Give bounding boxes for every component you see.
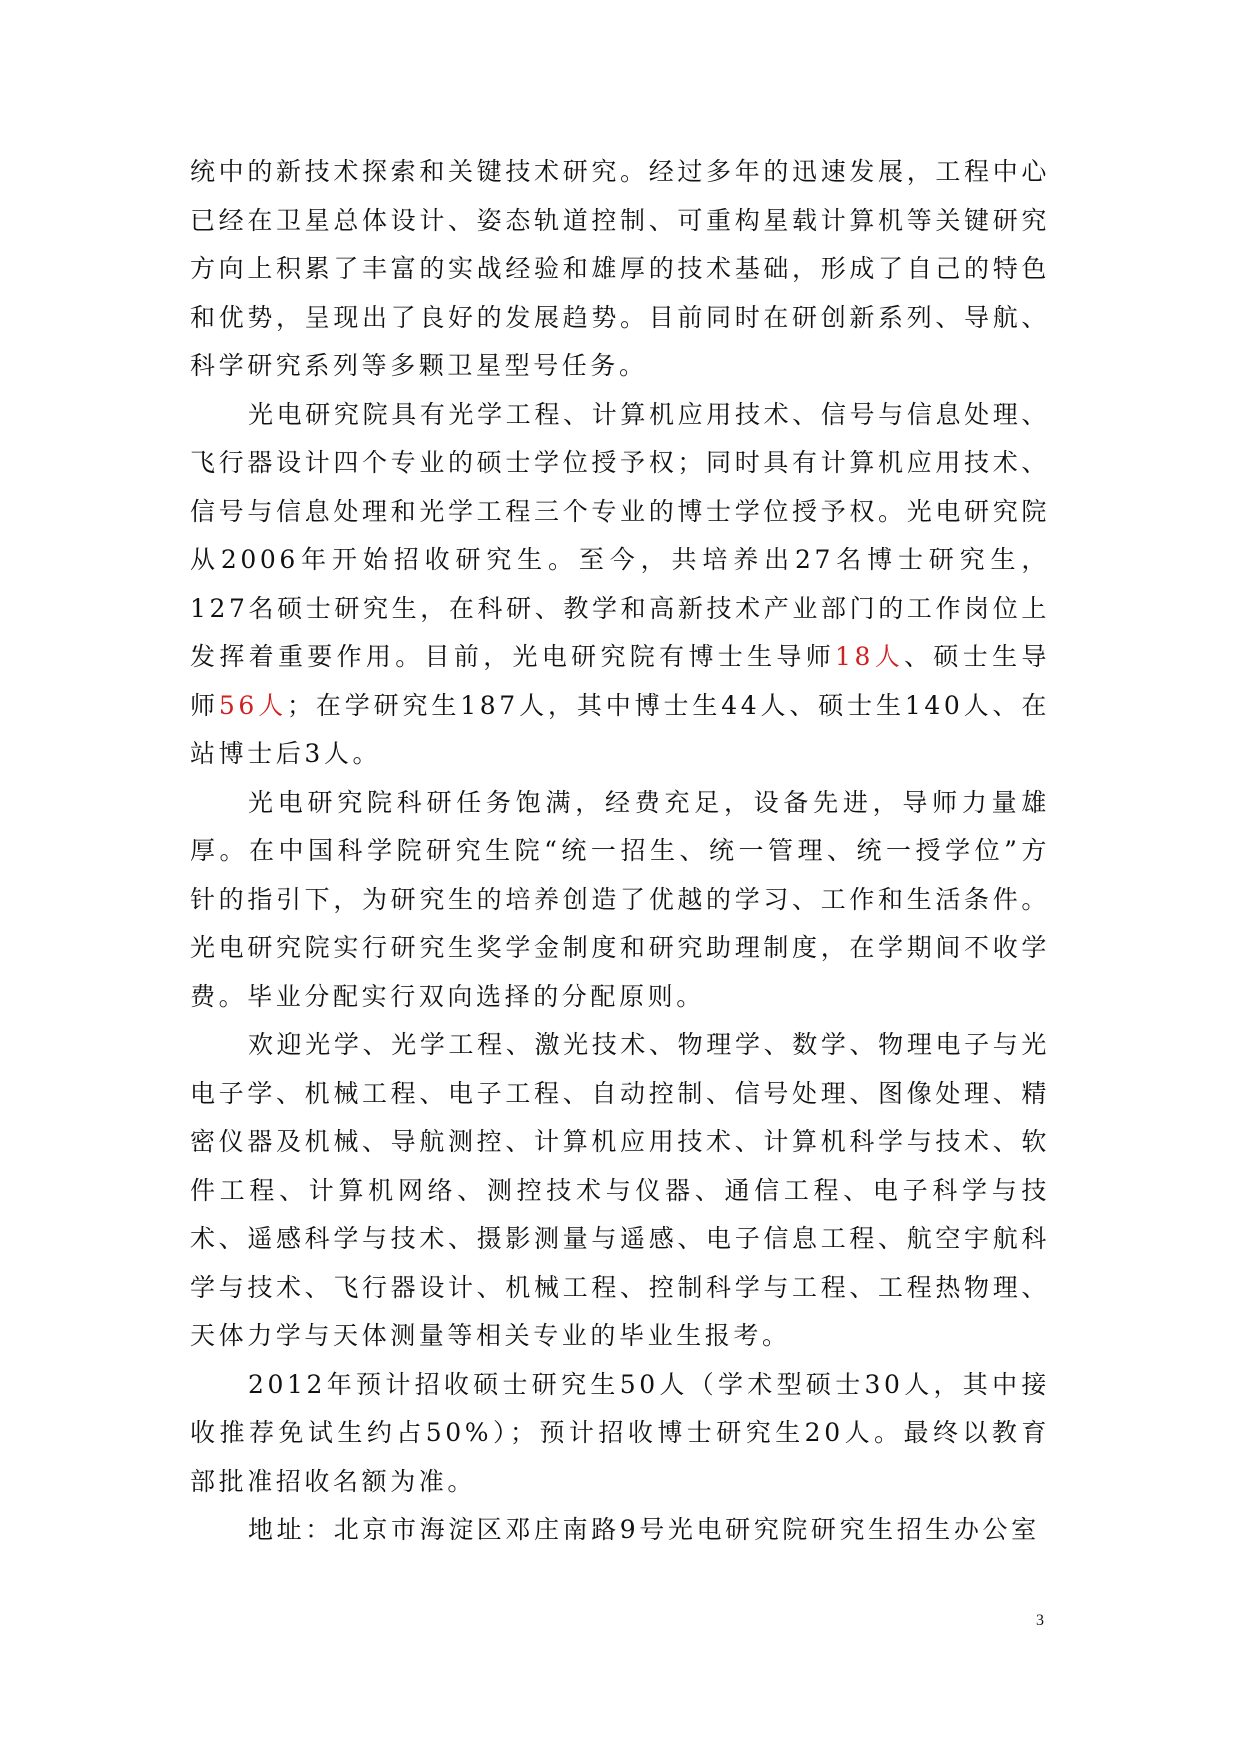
paragraph-1-text: 统中的新技术探索和关键技术研究。经过多年的迅速发展，工程中心已经在卫星总体设计、姿态轨道控制、可重构星载计算机等关键研究方向上积累了丰富的实战经验和雄厚的技术基础，形成了自己的特色和优势，呈现出了良好的发展趋势。目前同时在研创新系列、导航、科学研究系列等多颗卫星型号任务。 [190,157,1050,380]
page-number: 3 [1036,1612,1044,1629]
paragraph-4-text: 欢迎光学、光学工程、激光技术、物理学、数学、物理电子与光电子学、机械工程、电子工程、自动控制、信号处理、图像处理、精密仪器及机械、导航测控、计算机应用技术、计算机科学与技术、软件工程、计算机网络、测控技术与仪器、通信工程、电子科学与技术、遥感科学与技术、摄影测量与遥感、电子信息工程、航空宇航科学与技术、飞行器设计、机械工程、控制科学与工程、工程热物理、天体力学与天体测量等相关专业的毕业生报考。 [190,1030,1050,1350]
address-text: 地址：北京市海淀区邓庄南路9号光电研究院研究生招生办公室 [248,1515,1040,1544]
paragraph-2-text-3: ；在学研究生187人，其中博士生44人、硕士生140人、在站博士后3人。 [190,690,1050,768]
paragraph-5-text: 2012年预计招收硕士研究生50人（学术型硕士30人，其中接收推荐免试生约占50%）；预计招收博士研究生20人。最终以教育部批准招收名额为准。 [190,1369,1050,1496]
paragraph-2-text-2: 、硕士生导师 [190,642,1050,720]
paragraph-2-text: 光电研究院具有光学工程、计算机应用技术、信号与信息处理、飞行器设计四个专业的硕士学位授予权；同时具有计算机应用技术、信号与信息处理和光学工程三个专业的博士学位授予权。光电研究院从2006年开始招收研究生。至今，共培养出27名博士研究生，127名硕士研究生，在科研、教学和高新技术产业部门的工作岗位上发挥着重要作用。目前，光电研究院有博士生导师 [190,399,1050,671]
paragraph-5 [190,1361,1050,1507]
paragraph-2 [190,391,1050,779]
master-supervisor-count: 56人 [218,690,288,720]
document-body [190,148,1050,1555]
paragraph-4 [190,1021,1050,1361]
phd-supervisor-count: 18人 [835,642,905,671]
paragraph-3-text: 光电研究院科研任务饱满，经费充足，设备先进，导师力量雄厚。在中国科学院研究生院“统一招生、统一管理、统一授学位”方针的指引下，为研究生的培养创造了优越的学习、工作和生活条件。光电研究院实行研究生奖学金制度和研究助理制度，在学期间不收学费。毕业分配实行双向选择的分配原则。 [190,787,1050,1011]
paragraph-3 [190,779,1050,1022]
paragraph-6-address [190,1506,1050,1555]
paragraph-1 [190,148,1050,391]
